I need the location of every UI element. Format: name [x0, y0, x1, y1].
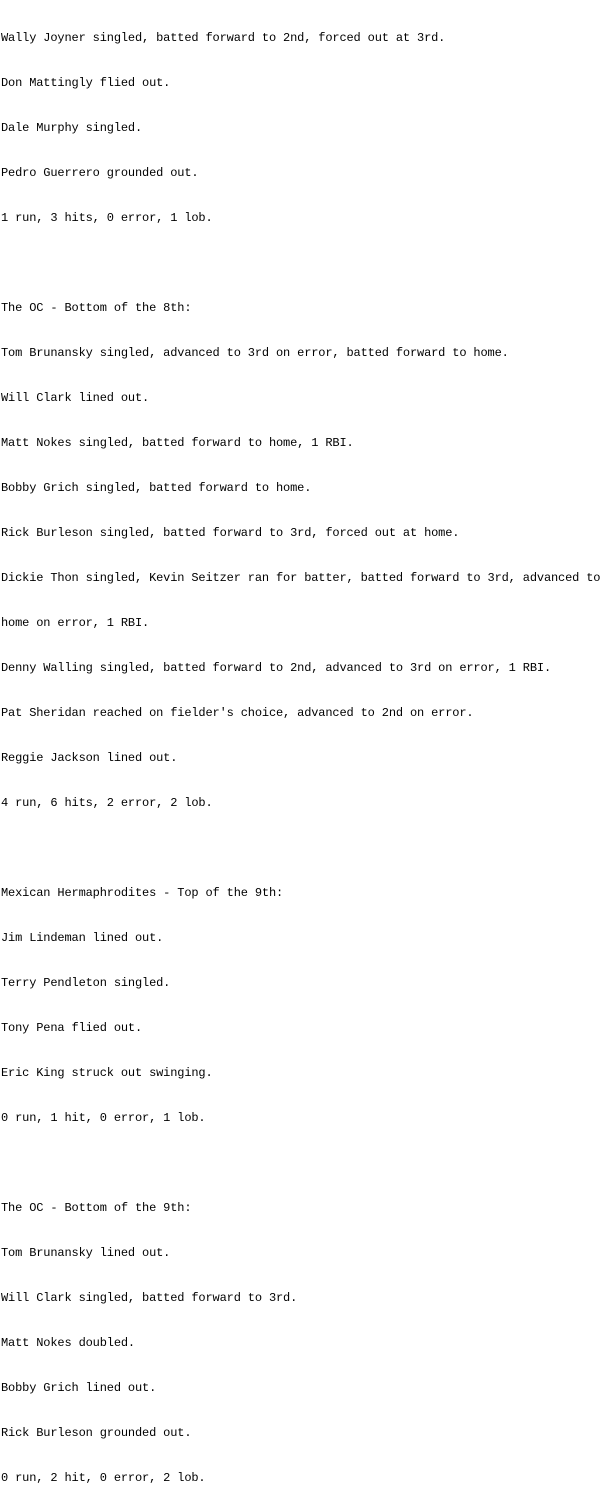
play-line: Jim Lindeman lined out.	[1, 931, 164, 945]
play-line: Rick Burleson singled, batted forward to 3rd, forced out at home.	[1, 526, 460, 540]
play-line: Pat Sheridan reached on fielder's choice, advanced to 2nd on error.	[1, 706, 474, 720]
play-line: Wally Joyner singled, batted forward to 2nd, forced out at 3rd.	[1, 31, 446, 45]
play-line: Denny Walling singled, batted forward to 2nd, advanced to 3rd on error, 1 RBI.	[1, 661, 551, 675]
inning-header: The OC - Bottom of the 9th:	[1, 1201, 192, 1215]
play-line: Bobby Grich lined out.	[1, 1381, 157, 1395]
play-line: Rick Burleson grounded out.	[1, 1426, 192, 1440]
play-line: Reggie Jackson lined out.	[1, 751, 178, 765]
play-line: Eric King struck out swinging.	[1, 1066, 213, 1080]
inning-summary: 0 run, 1 hit, 0 error, 1 lob.	[1, 1111, 206, 1125]
inning-header: The OC - Bottom of the 8th:	[1, 301, 192, 315]
inning-header: Mexican Hermaphrodites - Top of the 9th:	[1, 886, 284, 900]
play-line: Dickie Thon singled, Kevin Seitzer ran for batter, batted forward to 3rd, advanced to	[1, 571, 601, 585]
inning-summary: 0 run, 2 hit, 0 error, 2 lob.	[1, 1471, 206, 1485]
blank-line	[1, 1156, 611, 1171]
inning-summary: 1 run, 3 hits, 0 error, 1 lob.	[1, 211, 213, 225]
play-line: Matt Nokes doubled.	[1, 1336, 135, 1350]
inning-summary: 4 run, 6 hits, 2 error, 2 lob.	[1, 796, 213, 810]
play-line: Don Mattingly flied out.	[1, 76, 171, 90]
play-line: Tom Brunansky singled, advanced to 3rd on error, batted forward to home.	[1, 346, 509, 360]
play-line: Will Clark lined out.	[1, 391, 150, 405]
play-line: Pedro Guerrero grounded out.	[1, 166, 199, 180]
play-line-continuation: home on error, 1 RBI.	[1, 616, 150, 630]
play-line: Terry Pendleton singled.	[1, 976, 171, 990]
play-line: Tom Brunansky lined out.	[1, 1246, 171, 1260]
play-line: Dale Murphy singled.	[1, 121, 143, 135]
play-line: Tony Pena flied out.	[1, 1021, 143, 1035]
blank-line	[1, 841, 611, 856]
blank-line	[1, 256, 611, 271]
play-line: Will Clark singled, batted forward to 3rd.	[1, 1291, 298, 1305]
play-line: Bobby Grich singled, batted forward to home.	[1, 481, 312, 495]
play-line: Matt Nokes singled, batted forward to home, 1 RBI.	[1, 436, 354, 450]
